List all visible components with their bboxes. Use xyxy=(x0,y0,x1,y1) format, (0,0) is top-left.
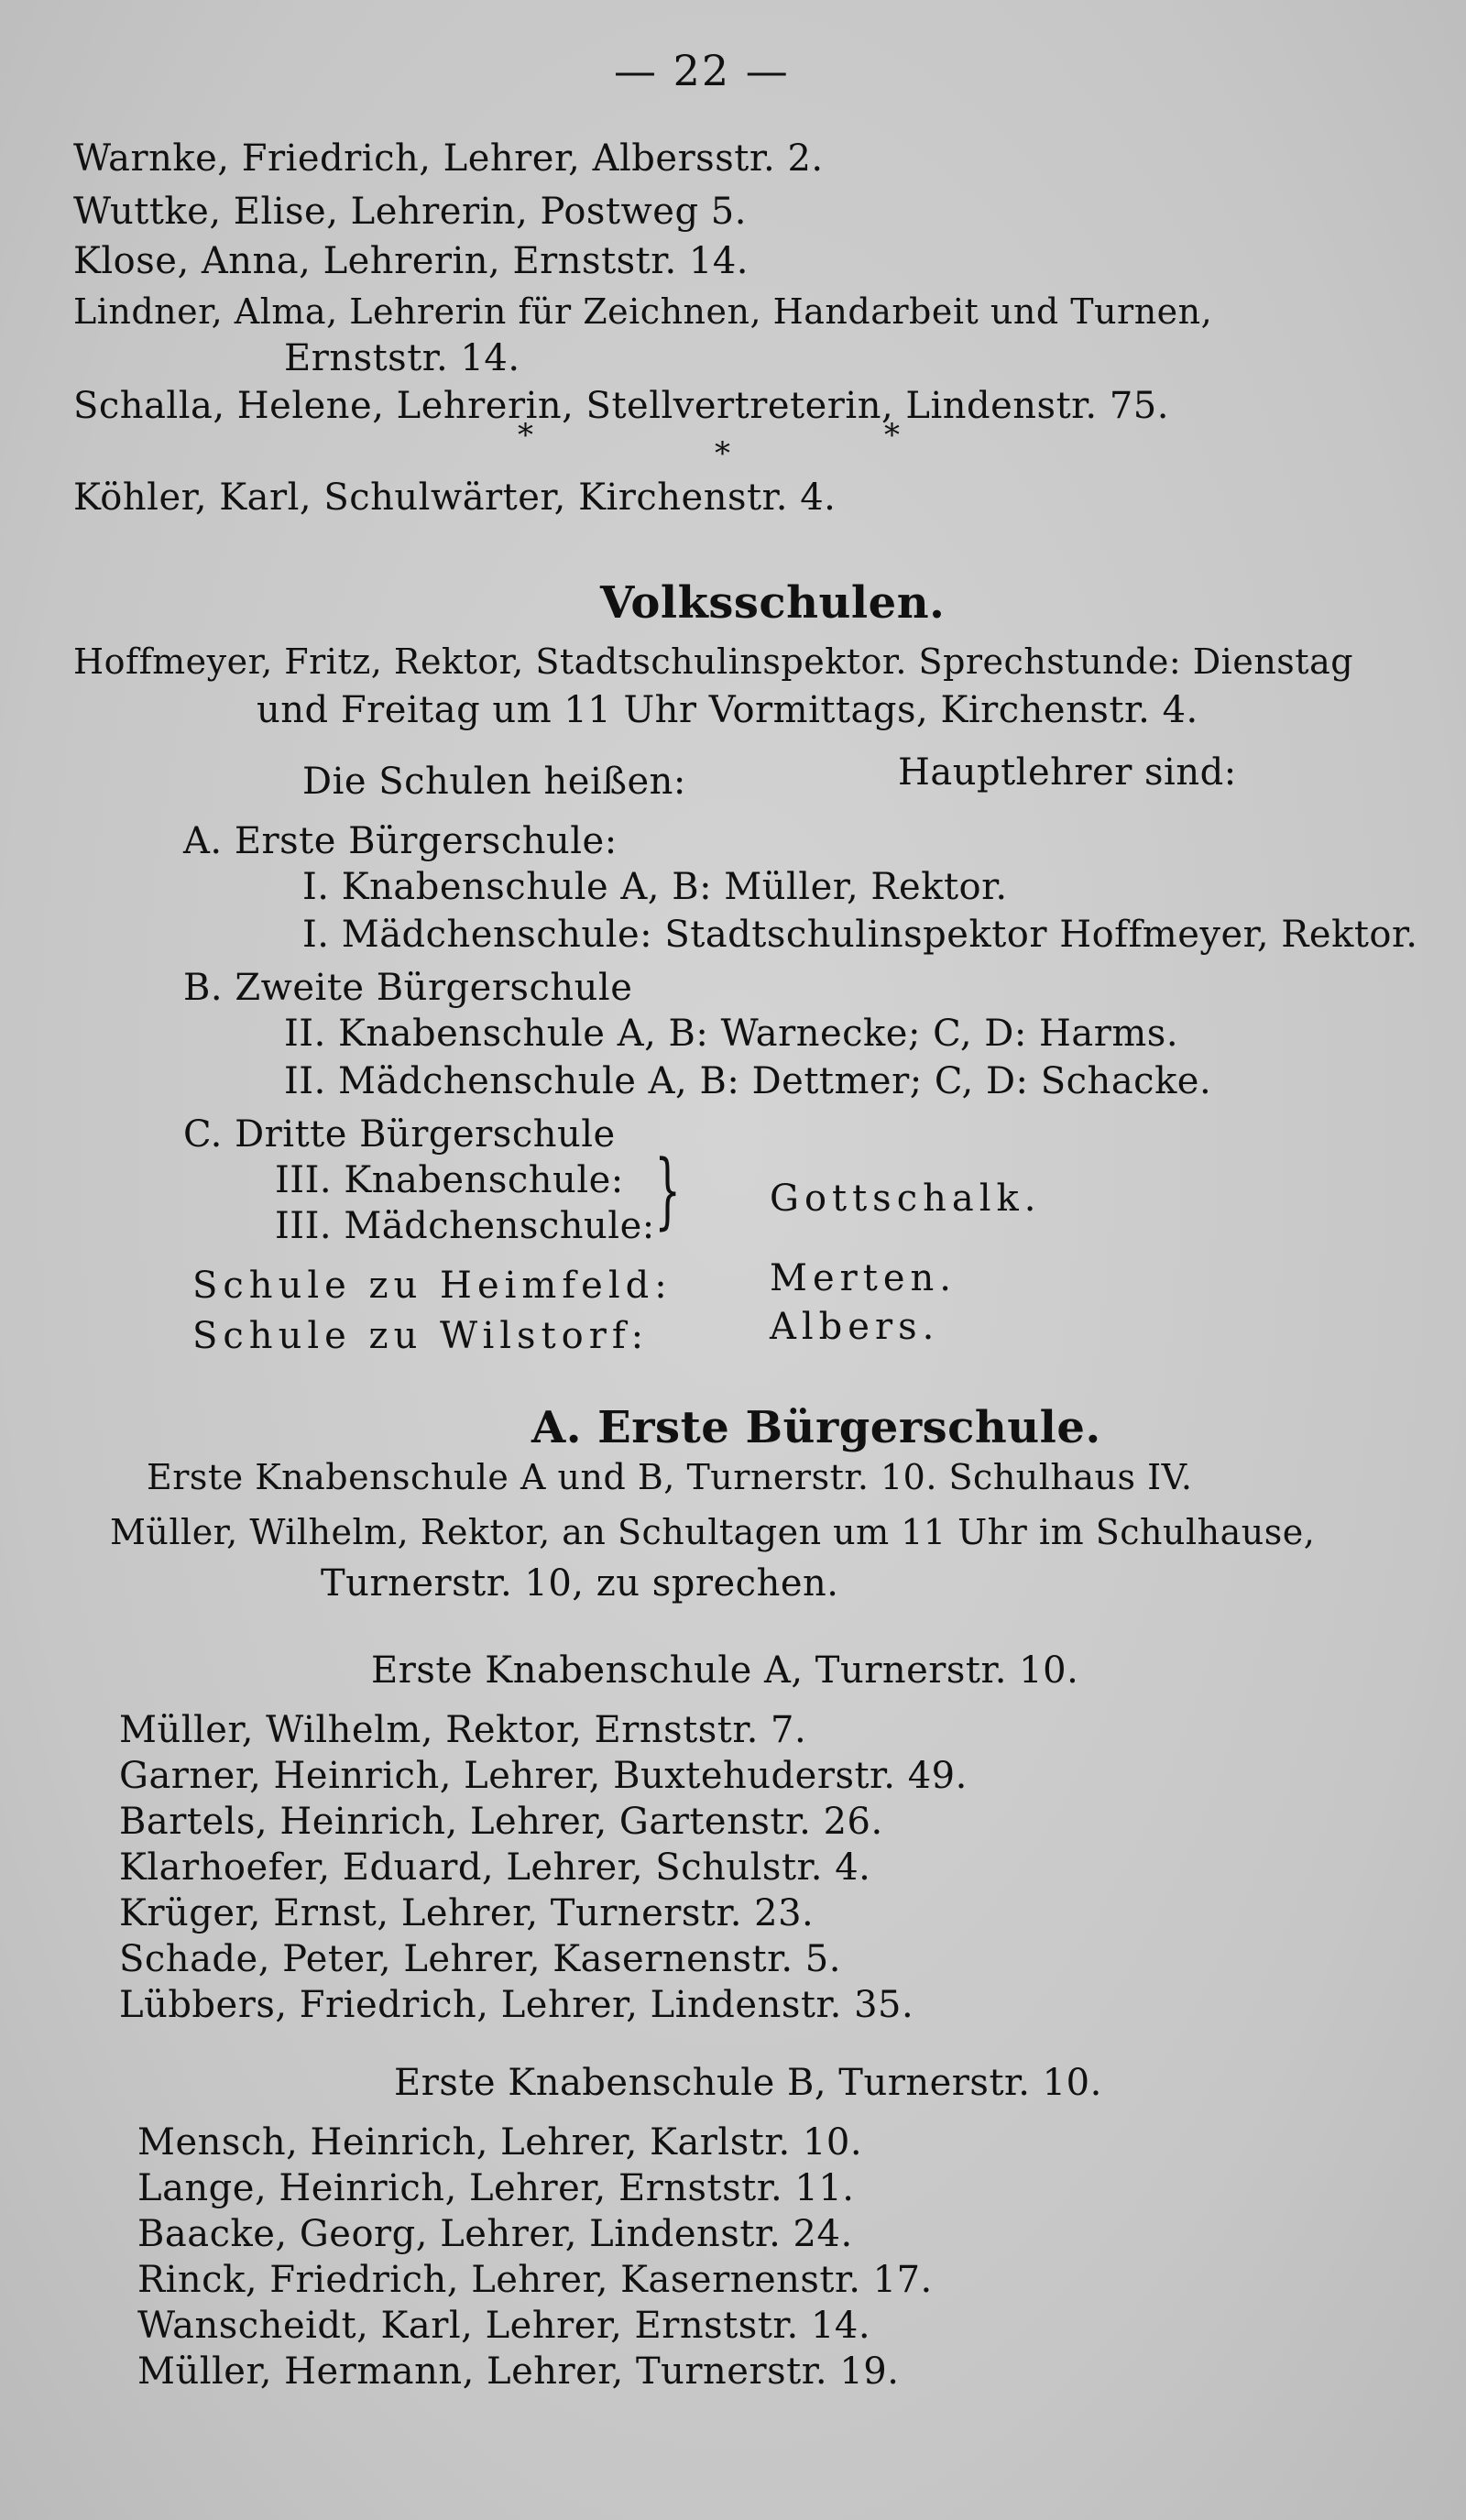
school-row: II. Mädchenschule A, B: Dettmer; C, D: Schacke. xyxy=(284,1060,1212,1102)
list-item: Baacke, Georg, Lehrer, Lindenstr. 24. xyxy=(137,2213,853,2255)
list-item: Klarhoefer, Eduard, Lehrer, Schulstr. 4. xyxy=(119,1846,871,1889)
paragraph-line: Müller, Wilhelm, Rektor, an Schultagen um 11 Uhr im Schulhause, xyxy=(110,1512,1316,1552)
list-item: Lange, Heinrich, Lehrer, Ernststr. 11. xyxy=(137,2167,855,2209)
list-item: Schade, Peter, Lehrer, Kasernenstr. 5. xyxy=(119,1938,841,1980)
list-item: Müller, Wilhelm, Rektor, Ernststr. 7. xyxy=(119,1709,807,1751)
school-row: Schule zu Heimfeld: xyxy=(192,1265,673,1307)
separator-star: * xyxy=(884,417,900,454)
school-row: II. Knabenschule A, B: Warnecke; C, D: Harms. xyxy=(284,1013,1179,1055)
school-group: C. Dritte Bürgerschule xyxy=(183,1113,616,1156)
paragraph-line: Erste Knabenschule A und B, Turnerstr. 10. Schulhaus IV. xyxy=(147,1457,1193,1497)
table-header-left: Die Schulen heißen: xyxy=(302,761,686,803)
separator-star: * xyxy=(715,435,730,472)
paragraph-line: und Freitag um 11 Uhr Vormittags, Kirchenstr. 4. xyxy=(257,689,1198,731)
list-item: Schalla, Helene, Lehrerin, Stellvertreterin, Lindenstr. 75. xyxy=(73,385,1169,427)
subsection-heading: Erste Knabenschule A, Turnerstr. 10. xyxy=(371,1649,1079,1692)
list-item: Lindner, Alma, Lehrerin für Zeichnen, Handarbeit und Turnen, xyxy=(73,291,1213,332)
list-item: Lübbers, Friedrich, Lehrer, Lindenstr. 35. xyxy=(119,1984,914,2026)
list-item: Müller, Hermann, Lehrer, Turnerstr. 19. xyxy=(137,2350,900,2393)
separator-star: * xyxy=(518,417,533,454)
school-row: III. Knabenschule: xyxy=(275,1159,624,1201)
teacher-name: Albers. xyxy=(770,1306,940,1348)
list-item: Wanscheidt, Karl, Lehrer, Ernststr. 14. xyxy=(137,2305,871,2347)
section-heading: A. Erste Bürgerschule. xyxy=(531,1402,1101,1453)
brace-icon: } xyxy=(654,1143,681,1239)
list-item: Garner, Heinrich, Lehrer, Buxtehuderstr. 49. xyxy=(119,1755,968,1797)
school-group: A. Erste Bürgerschule: xyxy=(183,820,618,862)
list-item-continuation: Ernststr. 14. xyxy=(284,337,520,379)
list-item: Wuttke, Elise, Lehrerin, Postweg 5. xyxy=(73,191,747,233)
teacher-name: Gottschalk. xyxy=(770,1178,1042,1220)
school-row: Schule zu Wilstorf: xyxy=(192,1315,650,1357)
list-item: Bartels, Heinrich, Lehrer, Gartenstr. 26. xyxy=(119,1801,883,1843)
subsection-heading: Erste Knabenschule B, Turnerstr. 10. xyxy=(394,2062,1102,2104)
list-item: Rinck, Friedrich, Lehrer, Kasernenstr. 17. xyxy=(137,2259,933,2301)
school-row: I. Mädchenschule: Stadtschulinspektor Hoffmeyer, Rektor. xyxy=(302,914,1418,956)
paragraph-line: Hoffmeyer, Fritz, Rektor, Stadtschulinspektor. Sprechstunde: Dienstag xyxy=(73,641,1354,682)
list-item: Klose, Anna, Lehrerin, Ernststr. 14. xyxy=(73,240,749,282)
list-item: Warnke, Friedrich, Lehrer, Albersstr. 2. xyxy=(73,137,824,180)
list-item: Köhler, Karl, Schulwärter, Kirchenstr. 4. xyxy=(73,477,837,519)
teacher-name: Merten. xyxy=(770,1257,957,1299)
school-row: III. Mädchenschule: xyxy=(275,1205,655,1247)
school-group: B. Zweite Bürgerschule xyxy=(183,967,633,1009)
section-heading: Volksschulen. xyxy=(600,577,946,629)
list-item: Krüger, Ernst, Lehrer, Turnerstr. 23. xyxy=(119,1892,815,1934)
page-number: — 22 — xyxy=(614,46,790,95)
paragraph-line: Turnerstr. 10, zu sprechen. xyxy=(321,1562,839,1605)
table-header-right: Hauptlehrer sind: xyxy=(898,751,1237,794)
list-item: Mensch, Heinrich, Lehrer, Karlstr. 10. xyxy=(137,2121,863,2164)
school-row: I. Knabenschule A, B: Müller, Rektor. xyxy=(302,866,1008,908)
